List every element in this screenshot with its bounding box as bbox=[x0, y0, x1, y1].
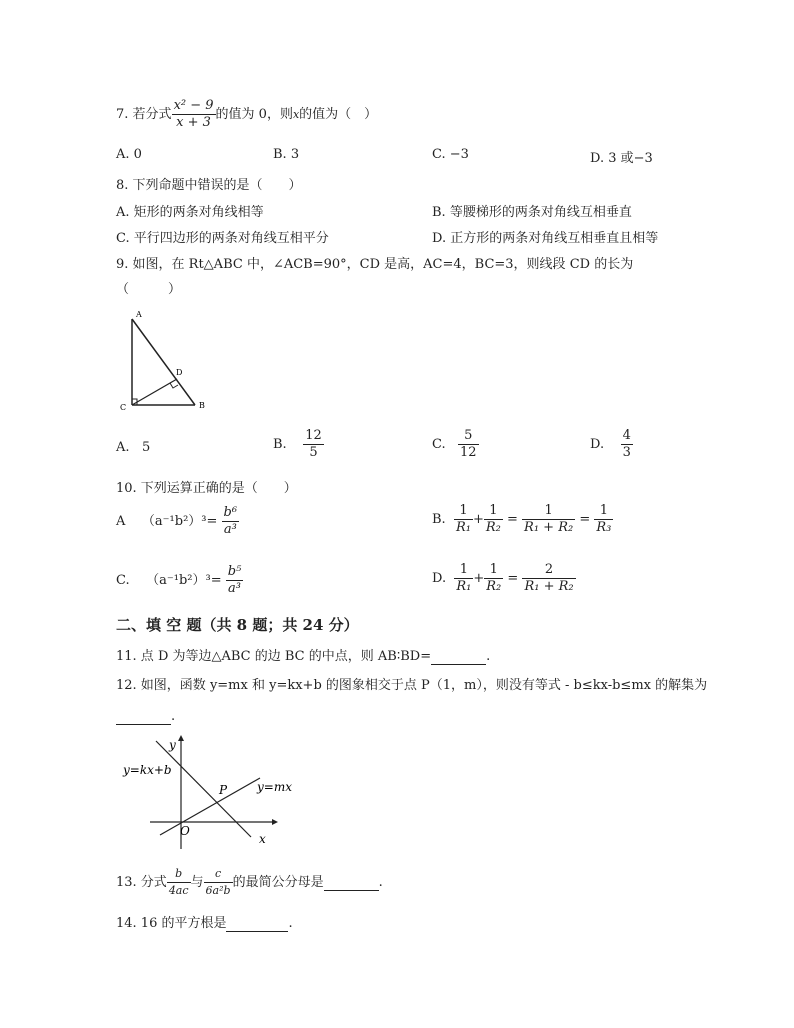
q9-option-c-letter: C. bbox=[432, 437, 446, 452]
q8-option-c[interactable]: C. 平行四边形的两条对角线互相平分 bbox=[116, 231, 329, 246]
q7-var: x bbox=[292, 108, 300, 121]
q9-option-a-value: 5 bbox=[141, 440, 151, 455]
q10-option-b[interactable]: B. $\frac{1}{\text{R₁}}$ + $\frac{1}{\text{R₂}}$ = $\frac{1}{\text{R₁ + R₂}}$ = $\frac{1}{\text{R₃}}$ bbox=[432, 503, 612, 535]
q9-d-num: 4 bbox=[622, 428, 631, 443]
q10-option-a[interactable] bbox=[116, 505, 239, 538]
q10-c-fraction bbox=[226, 564, 244, 597]
q10-b-f3-den: R₁ + R₂ bbox=[524, 520, 574, 535]
q11-text: 11. 点 D 为等边△ABC 的边 BC 的中点，则 AB∶BD= bbox=[116, 649, 432, 664]
q11 bbox=[116, 645, 490, 665]
q13-f1-num: b bbox=[167, 866, 191, 883]
q10-c-letter: C. bbox=[116, 573, 130, 588]
q7-frac-den: x + 3 bbox=[176, 115, 211, 130]
q8-option-a[interactable]: A. 矩形的两条对角线相等 bbox=[116, 205, 264, 220]
q9-stem: 9. 如图，在 Rt△ABC 中，∠ACB=90°，CD 是高，AC=4，BC=3，则线段 CD 的长为 bbox=[116, 257, 634, 272]
q10-option-c[interactable] bbox=[116, 564, 243, 597]
q9-option-c[interactable] bbox=[432, 428, 479, 461]
q13-frac1 bbox=[167, 866, 191, 899]
q10-c-den: a³ bbox=[228, 581, 242, 596]
q10-b-frac1 bbox=[454, 503, 473, 536]
label-c: C bbox=[120, 403, 127, 412]
q10-d-frac2 bbox=[484, 562, 503, 595]
q13-f1-den: 4ac bbox=[168, 884, 189, 897]
q9-option-c-fraction bbox=[458, 428, 479, 461]
q10-b-letter: B. bbox=[432, 512, 446, 527]
q10-b-frac4 bbox=[594, 503, 613, 536]
q12-answer bbox=[116, 709, 175, 725]
q10-stem: 10. 下列运算正确的是（ ） bbox=[116, 481, 297, 496]
q7-option-d[interactable]: D. 3 或−3 bbox=[590, 151, 653, 166]
q7-fraction bbox=[172, 98, 216, 131]
q9-option-d-fraction bbox=[621, 428, 633, 461]
q13 bbox=[116, 866, 383, 899]
q7-frac-num: x² − 9 bbox=[173, 98, 214, 113]
q7-mid: 的值为 0，则 bbox=[215, 107, 293, 122]
q10-b-frac2 bbox=[484, 503, 503, 536]
graph-point-p: P bbox=[219, 783, 228, 797]
q13-prefix: 13. 分式 bbox=[116, 875, 167, 890]
section2-title: 二、填 空 题（共 8 题；共 24 分） bbox=[116, 616, 359, 634]
q14-text: 14. 16 的平方根是 bbox=[116, 916, 227, 931]
label-a: A bbox=[136, 310, 142, 319]
label-b: B bbox=[199, 401, 205, 410]
q10-d-f1-den: R₁ bbox=[456, 579, 472, 594]
q10-b-f1-num: 1 bbox=[454, 503, 473, 520]
graph-y-label: y bbox=[169, 738, 176, 752]
q10-d-f1-num: 1 bbox=[454, 562, 473, 579]
q7-option-a[interactable]: A. 0 bbox=[116, 147, 142, 162]
q13-f2-den: 6a²b bbox=[205, 884, 231, 897]
graph-x-label: x bbox=[259, 832, 266, 846]
q9-c-num: 5 bbox=[458, 428, 479, 445]
q10-a-num: b⁶ bbox=[223, 505, 238, 520]
q13-f2-num: c bbox=[204, 866, 233, 883]
q8-stem: 8. 下列命题中错误的是（ ） bbox=[116, 178, 302, 193]
q11-answer-blank[interactable] bbox=[431, 649, 486, 665]
q10-a-fraction bbox=[222, 505, 240, 538]
q13-frac2 bbox=[204, 866, 233, 899]
q10-b-f4-den: R₃ bbox=[596, 520, 612, 535]
q10-b-f3-num: 1 bbox=[522, 503, 575, 520]
q10-d-f3-den: R₁ + R₂ bbox=[524, 579, 574, 594]
q13-mid: 与 bbox=[190, 875, 204, 890]
q7-option-c[interactable]: C. −3 bbox=[432, 147, 469, 162]
q10-d-f2-den: R₂ bbox=[486, 579, 502, 594]
q9-option-b-fraction bbox=[303, 428, 324, 461]
function-graph bbox=[118, 733, 292, 853]
q9-option-b-letter: B. bbox=[273, 437, 287, 452]
q12-answer-blank[interactable] bbox=[116, 709, 171, 725]
q9-c-den: 12 bbox=[460, 445, 477, 460]
q9-paren: （ ） bbox=[116, 282, 182, 297]
graph-line2-label: y=mx bbox=[257, 780, 292, 794]
q8-option-d[interactable]: D. 正方形的两条对角线互相垂直且相等 bbox=[432, 231, 659, 246]
graph-origin-label: O bbox=[180, 824, 190, 838]
q10-a-den: a³ bbox=[223, 522, 237, 537]
q10-d-f2-num: 1 bbox=[484, 562, 503, 579]
q10-c-num: b⁵ bbox=[227, 564, 242, 579]
q7-option-b[interactable]: B. 3 bbox=[273, 147, 300, 162]
label-d: D bbox=[176, 368, 183, 377]
q14 bbox=[116, 912, 293, 932]
q7-number: 7. bbox=[116, 107, 129, 122]
q10-d-frac3 bbox=[522, 562, 575, 595]
q10-b-f2-num: 1 bbox=[484, 503, 503, 520]
q11-end: . bbox=[486, 649, 491, 664]
graph-line1-label: y=kx+b bbox=[123, 763, 172, 777]
q10-a-letter: A bbox=[116, 514, 126, 529]
q10-b-f1-den: R₁ bbox=[455, 520, 471, 535]
q10-c-expr: （a⁻¹b²）³= bbox=[146, 573, 222, 588]
q9-b-den: 5 bbox=[309, 445, 318, 460]
q9-b-num: 12 bbox=[305, 428, 322, 443]
q13-end: . bbox=[378, 875, 383, 890]
q10-option-d[interactable]: D. $\frac{1}{\text{R₁}}$ + $\frac{1}{\text{R₂}}$ = $\frac{2}{\text{R₁ + R₂}}$ bbox=[432, 562, 574, 594]
q9-d-den: 3 bbox=[622, 445, 631, 460]
q9-option-d[interactable] bbox=[590, 428, 633, 461]
q10-d-frac1 bbox=[454, 562, 473, 595]
q7-suffix: 的值为（ ） bbox=[299, 107, 378, 122]
q7-prefix: 若分式 bbox=[132, 107, 172, 122]
q10-b-f4-num: 1 bbox=[594, 503, 613, 520]
q14-answer-blank[interactable] bbox=[226, 916, 288, 932]
q10-d-f3-num: 2 bbox=[522, 562, 575, 579]
q14-end: . bbox=[288, 916, 293, 931]
q12-text: 12. 如图，函数 y=mx 和 y=kx+b 的图象相交于点 P（1，m），则没有等式 - b≤kx-b≤mx 的解集为 bbox=[116, 678, 708, 693]
q13-answer-blank[interactable] bbox=[324, 875, 379, 891]
q8-option-b[interactable]: B. 等腰梯形的两条对角线互相垂直 bbox=[432, 205, 632, 220]
q10-d-letter: D. bbox=[432, 571, 447, 586]
triangle-figure bbox=[115, 305, 215, 415]
q9-option-d-letter: D. bbox=[590, 437, 605, 452]
q13-suffix: 的最简公分母是 bbox=[232, 875, 324, 890]
q7 bbox=[116, 98, 377, 131]
q9-option-a[interactable] bbox=[116, 440, 150, 455]
q10-a-expr: （a⁻¹b²）³= bbox=[141, 514, 218, 529]
q10-b-f2-den: R₂ bbox=[485, 520, 501, 535]
q9-option-a-letter: A. bbox=[116, 440, 130, 455]
q9-option-b[interactable] bbox=[273, 428, 324, 461]
q10-b-frac3 bbox=[522, 503, 575, 536]
q12-end: . bbox=[171, 709, 176, 724]
